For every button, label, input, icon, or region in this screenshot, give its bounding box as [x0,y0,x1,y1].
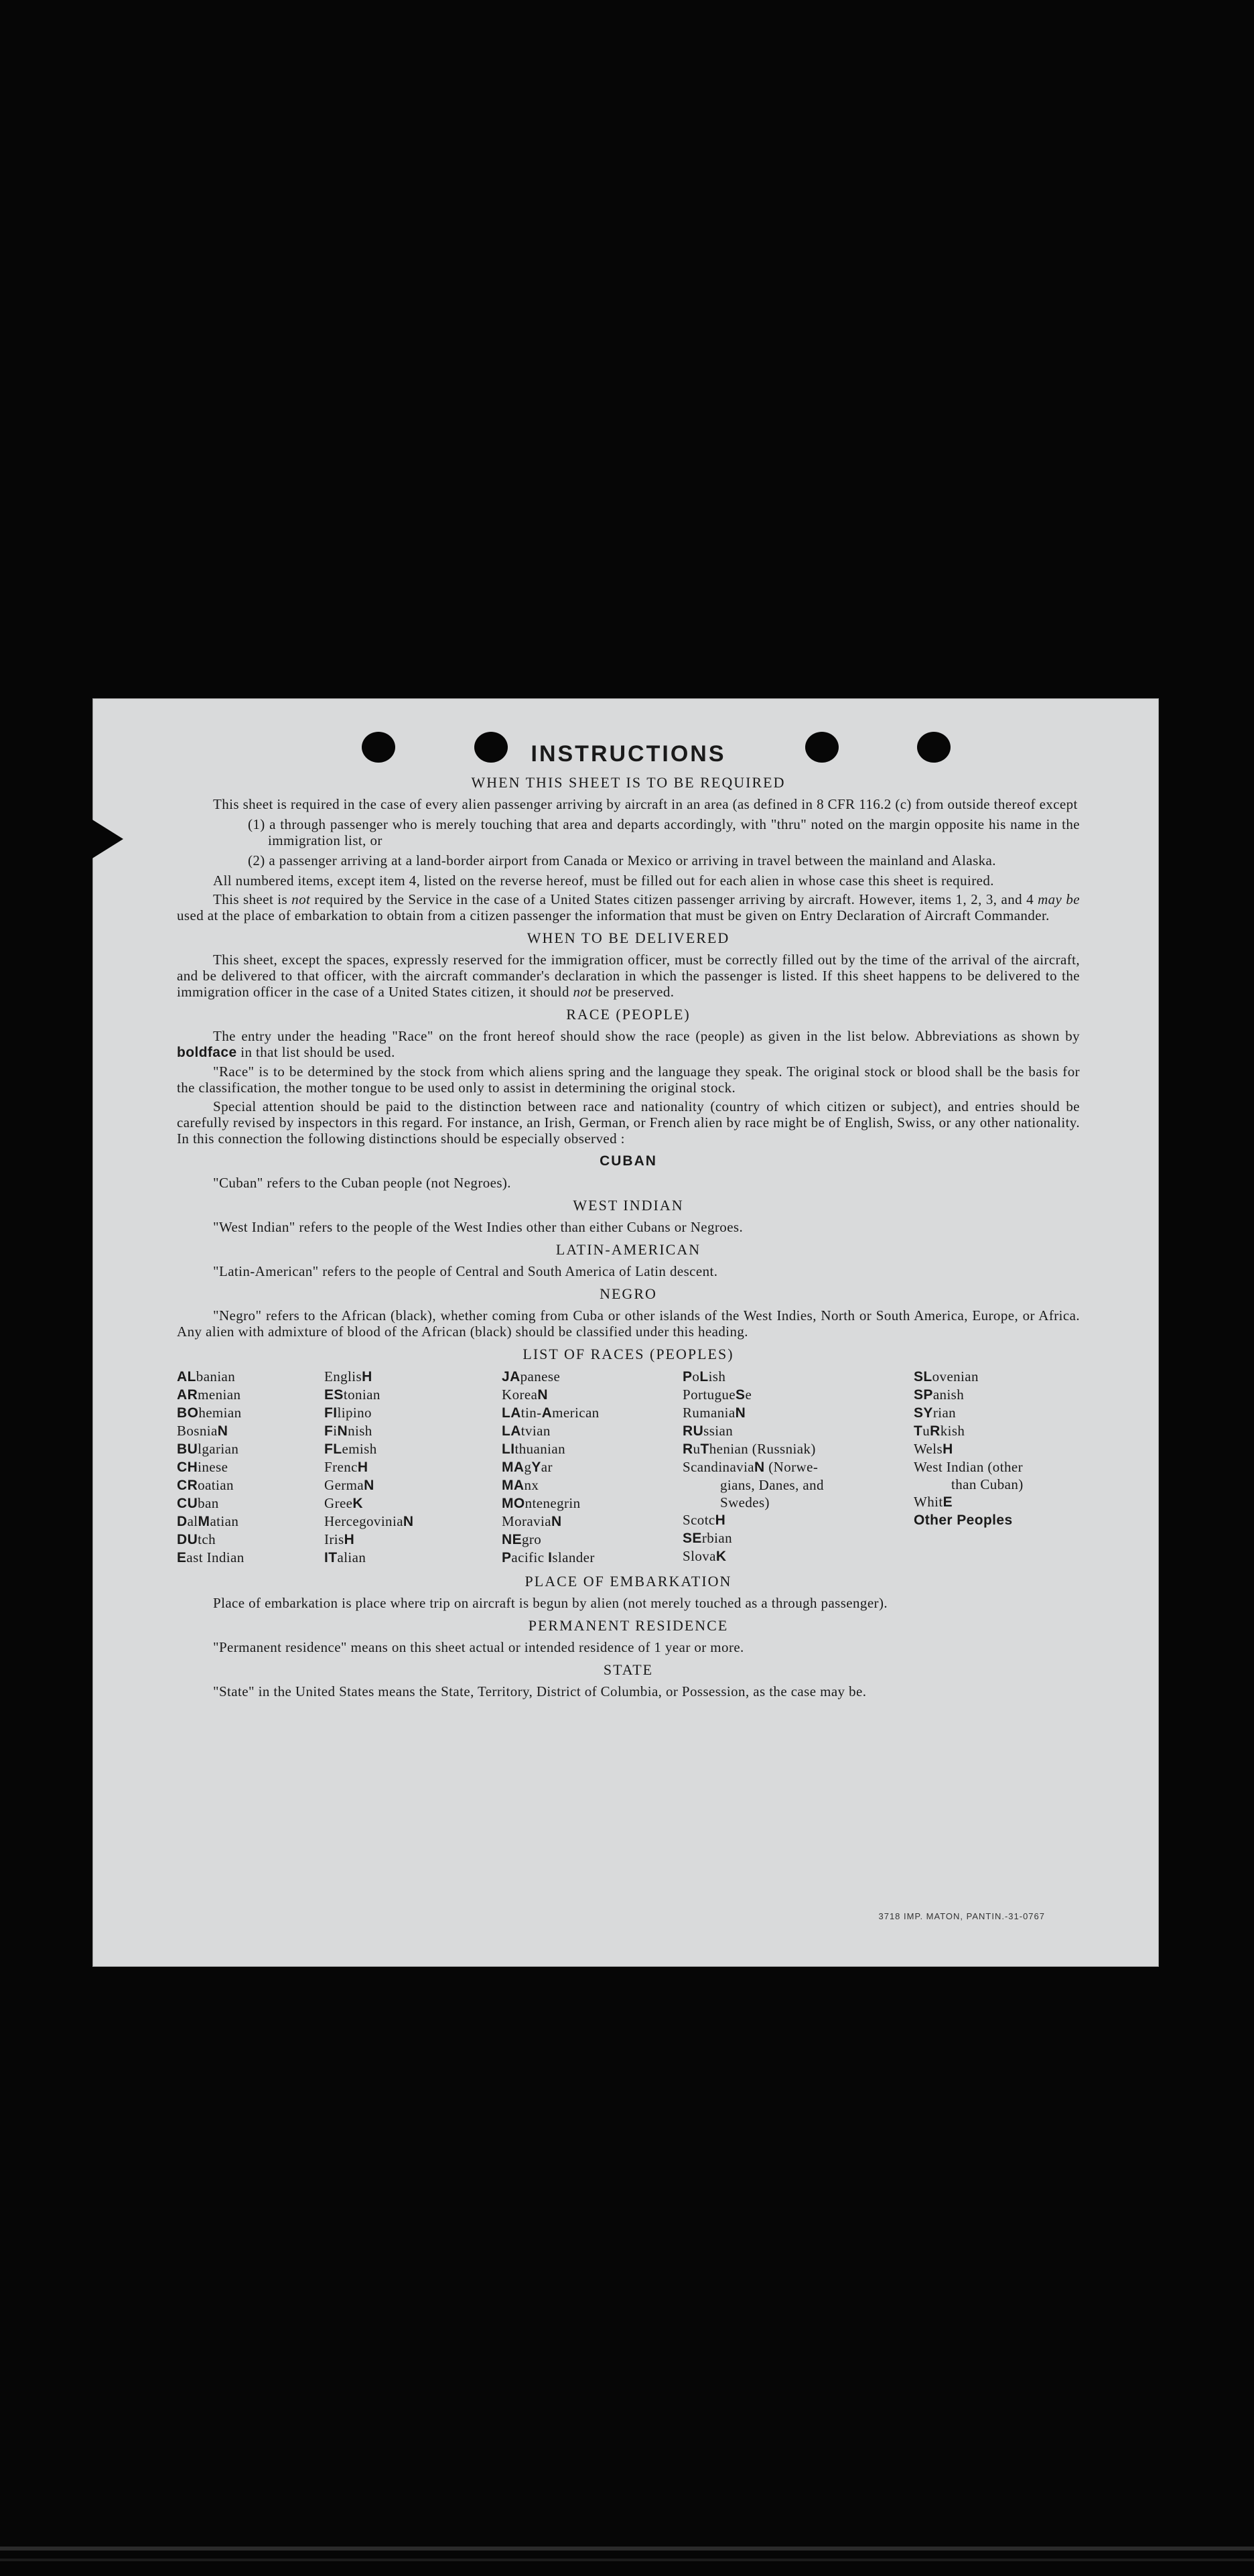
race-entry: RumaniaN [683,1405,746,1421]
scanner-edge-line [0,2559,1254,2561]
race-entry: BosniaN [177,1423,228,1439]
race-entry: DalMatian [177,1513,239,1529]
race-column [683,1368,914,1567]
paragraph: The entry under the heading "Race" on the front hereof should show the race (people) as given in the list below. Abbreviations as shown by boldface in that list should be used. [177,1028,1080,1060]
race-entry: gians, Danes, and [720,1477,824,1493]
race-entry: MoraviaN [502,1513,562,1529]
race-entry: SLovenian [914,1368,979,1384]
race-entry: TuRkish [914,1423,965,1439]
race-entry: FiNnish [324,1423,372,1439]
race-column [177,1368,324,1567]
section-heading: RACE (PEOPLE) [566,1006,691,1023]
race-entry: RuThenian (Russniak) [683,1441,816,1457]
race-entry: Other Peoples [914,1512,1013,1528]
paragraph: "State" in the United States means the State, Territory, District of Columbia, or Possession, as the case may be. [213,1683,867,1699]
paragraph: "Negro" refers to the African (black), whether coming from Cuba or other islands of the West Indies, North or South America, Europe, or Africa. Any alien with admixture of blood of the African (black) should be classified under this heading. [177,1307,1080,1340]
paragraph: This sheet is required in the case of every alien passenger arriving by aircraft in an area (as defined in 8 CFR 116.2 (c) from outside thereof except [213,796,1078,812]
instruction-sheet [92,698,1159,1967]
race-column [502,1368,683,1567]
paragraph: "Race" is to be determined by the stock from which aliens spring and the language they speak. The original stock or blood shall be the basis for the classification, the mother tongue to be used only to assist in determining the original stock. [177,1064,1080,1096]
race-entry: BUlgarian [177,1441,239,1457]
exception-item: (2) a passenger arriving at a land-border airport from Canada or Mexico or arriving in travel between the mainland and Alaska. [248,852,996,868]
race-entry: PoLish [683,1368,726,1384]
race-entry: MOntenegrin [502,1495,581,1511]
race-entry: ALbanian [177,1368,236,1384]
paragraph: "Latin-American" refers to the people of Central and South America of Latin descent. [213,1263,718,1279]
printer-imprint: 3718 IMP. MATON, PANTIN.-31-0767 [878,1911,1045,1921]
scanner-edge-line [0,2547,1254,2551]
race-entry: GreeK [324,1495,363,1511]
race-column [324,1368,502,1567]
race-entry: ScandinaviaN (Norwe- [683,1459,819,1475]
paragraph: "Cuban" refers to the Cuban people (not Negroes). [213,1175,511,1191]
section-heading: LATIN-AMERICAN [555,1241,701,1258]
race-entry: PortugueSe [683,1387,752,1403]
race-entry: RUssian [683,1423,734,1439]
race-entry: FIlipino [324,1405,372,1421]
paragraph: "West Indian" refers to the people of the West Indies other than either Cubans or Negroes. [213,1219,744,1235]
section-heading: WHEN TO BE DELIVERED [527,929,730,946]
race-entry: FLemish [324,1441,377,1457]
paragraph: Special attention should be paid to the distinction between race and nationality (country of which citizen or subject), and entries should be carefully revised by inspectors in this regard. For instance, an Irish, German, or French alien by race might be of English, Swiss, or any other nationality. In this connection the following distinctions should be especially observed : [177,1098,1080,1147]
race-column [914,1368,1080,1567]
section-heading: LIST OF RACES (PEOPLES) [522,1346,734,1362]
race-entry: ITalian [324,1549,366,1565]
race-entry: East Indian [177,1549,245,1565]
section-heading: NEGRO [600,1285,657,1302]
race-entry: SlovaK [683,1548,727,1564]
race-entry: than Cuban) [951,1476,1024,1492]
race-entry: WhitE [914,1494,953,1510]
race-entry: HercegoviniaN [324,1513,414,1529]
race-entry: BOhemian [177,1405,242,1421]
section-heading: PERMANENT RESIDENCE [528,1617,729,1634]
page-title: INSTRUCTIONS [531,741,726,767]
race-entry: CRoatian [177,1477,234,1493]
race-entry: LAtvian [502,1423,551,1439]
race-entry: CHinese [177,1459,228,1475]
race-entry: MAnx [502,1477,539,1493]
race-entry: NEgro [502,1531,542,1547]
race-entry: KoreaN [502,1387,548,1403]
exception-item: (1) a through passenger who is merely touching that area and departs accordingly, with "thru" noted on the margin opposite his name in the immigration list, or [248,816,1080,848]
race-entry: JApanese [502,1368,561,1384]
paragraph: All numbered items, except item 4, listed on the reverse hereof, must be filled out for each alien in whose case this sheet is required. [213,873,994,889]
torn-notch [91,819,123,859]
race-entry: LIthuanian [502,1441,565,1457]
race-entry: CUban [177,1495,219,1511]
paragraph: Place of embarkation is place where trip on aircraft is begun by alien (not merely touched as a through passenger). [213,1595,888,1611]
race-entry: SErbian [683,1530,732,1546]
race-entry: SPanish [914,1387,965,1403]
section-heading: CUBAN [600,1153,657,1169]
paragraph: This sheet is not required by the Service in the case of a United States citizen passenger arriving by aircraft. However, items 1, 2, 3, and 4 may be used at the place of embarkation to obtain from a citizen passenger the information that must be given on Entry Declaration of Aircraft Commander. [177,891,1080,923]
race-entry: DUtch [177,1531,216,1547]
sheet-content [177,740,1080,1702]
race-list [177,1368,1080,1567]
race-entry: LAtin-American [502,1405,600,1421]
section-heading: PLACE OF EMBARKATION [525,1573,732,1590]
paragraph: "Permanent residence" means on this sheet actual or intended residence of 1 year or more. [213,1639,744,1655]
race-entry: EStonian [324,1387,380,1403]
section-heading: WEST INDIAN [573,1197,684,1214]
paragraph: This sheet, except the spaces, expressly reserved for the immigration officer, must be correctly filled out by the time of the arrival of the aircraft, and be delivered to that officer, with the aircraft commander's declaration in which the passenger is listed. If this sheet happens to be delivered to the immigration officer in the case of a United States citizen, it should not be preserved. [177,952,1080,1000]
race-entry: MAgYar [502,1459,553,1475]
race-entry: Pacific Islander [502,1549,595,1565]
section-heading: WHEN THIS SHEET IS TO BE REQUIRED [471,774,786,791]
race-entry: West Indian (other [914,1459,1023,1475]
race-entry: ScotcH [683,1512,726,1528]
section-heading: STATE [603,1661,654,1678]
race-entry: WelsH [914,1441,953,1457]
race-entry: SYrian [914,1405,957,1421]
race-entry: ARmenian [177,1387,241,1403]
race-entry: FrencH [324,1459,368,1475]
race-entry: EnglisH [324,1368,372,1384]
race-entry: Swedes) [720,1494,770,1510]
race-entry: IrisH [324,1531,355,1547]
race-entry: GermaN [324,1477,374,1493]
